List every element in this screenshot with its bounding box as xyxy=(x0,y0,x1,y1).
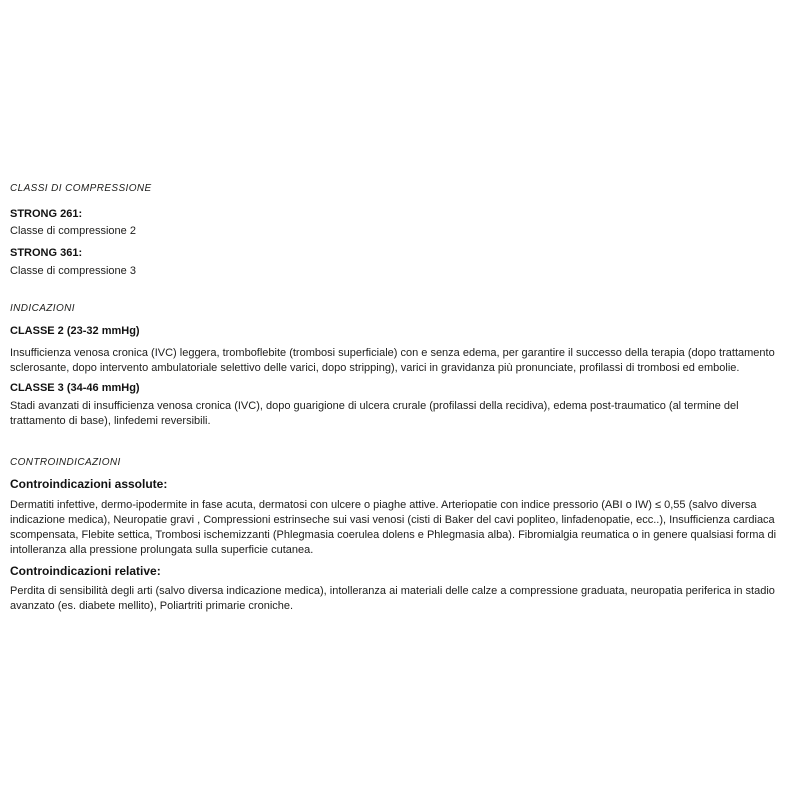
contraindications-relative-label: Controindicazioni relative: xyxy=(10,564,161,578)
page-content xyxy=(10,183,782,614)
section-title-controindicazioni: CONTROINDICAZIONI xyxy=(10,457,121,468)
classe-3-text: Stadi avanzati di insufficienza venosa cronica (IVC), dopo guarigione di ulcera crurale (profilassi della recidiva), edema post-traumatico (al termine del trattamento di base), linfedemi reversibili. xyxy=(10,400,739,427)
section-contraindications xyxy=(10,457,782,614)
classe-3-label: CLASSE 3 (34-46 mmHg) xyxy=(10,382,140,394)
classe-2-text: Insufficienza venosa cronica (IVC) leggera, tromboflebite (trombosi superficiale) con e senza edema, per garantire il successo della terapia (dopo trattamento sclerosante, dopo intervento ambulatoriale selettivo delle varici, dopo stripping), varici in gravidanza più pronunciate, profilassi di trombosi ed embolie. xyxy=(10,347,775,374)
section-compression-classes xyxy=(10,183,782,278)
contraindications-absolute-text: Dermatiti infettive, dermo-ipodermite in fase acuta, dermatosi con ulcere o piaghe attive. Arteriopatie con indice pressorio (ABI o IW) ≤ 0,55 (salvo diversa indicazione medica), Neuropatie gravi , Compressioni estrinseche sui vasi venosi (cisti di Baker del cavi popliteo, linfadenopatie, ecc..), Insufficienza cardiaca scompensata, Flebite settica, Trombosi ischemizzanti (Phlegmasia coerulea dolens e Phlegmasia alba). Fibromialgia reumatica o in genere qualsiasi forma di intolleranza alla pressione prolungata sulla superficie cutanea. xyxy=(10,499,777,556)
strong-361-label: STRONG 361: xyxy=(10,247,83,259)
section-indications xyxy=(10,303,782,429)
contraindications-absolute-label: Controindicazioni assolute: xyxy=(10,477,168,491)
strong-361-text: Classe di compressione 3 xyxy=(10,265,136,277)
classe-2-label: CLASSE 2 (23-32 mmHg) xyxy=(10,325,140,337)
strong-261-label: STRONG 261: xyxy=(10,208,83,220)
section-title-indicazioni: INDICAZIONI xyxy=(10,303,75,314)
section-title-classi-di-compressione: CLASSI DI COMPRESSIONE xyxy=(10,183,152,194)
contraindications-relative-text: Perdita di sensibilità degli arti (salvo diversa indicazione medica), intolleranza ai materiali delle calze a compressione graduata, neuropatia periferica in stadio avanzato (es. diabete mellito), Poliartriti primarie croniche. xyxy=(10,585,775,612)
strong-261-text: Classe di compressione 2 xyxy=(10,225,136,237)
